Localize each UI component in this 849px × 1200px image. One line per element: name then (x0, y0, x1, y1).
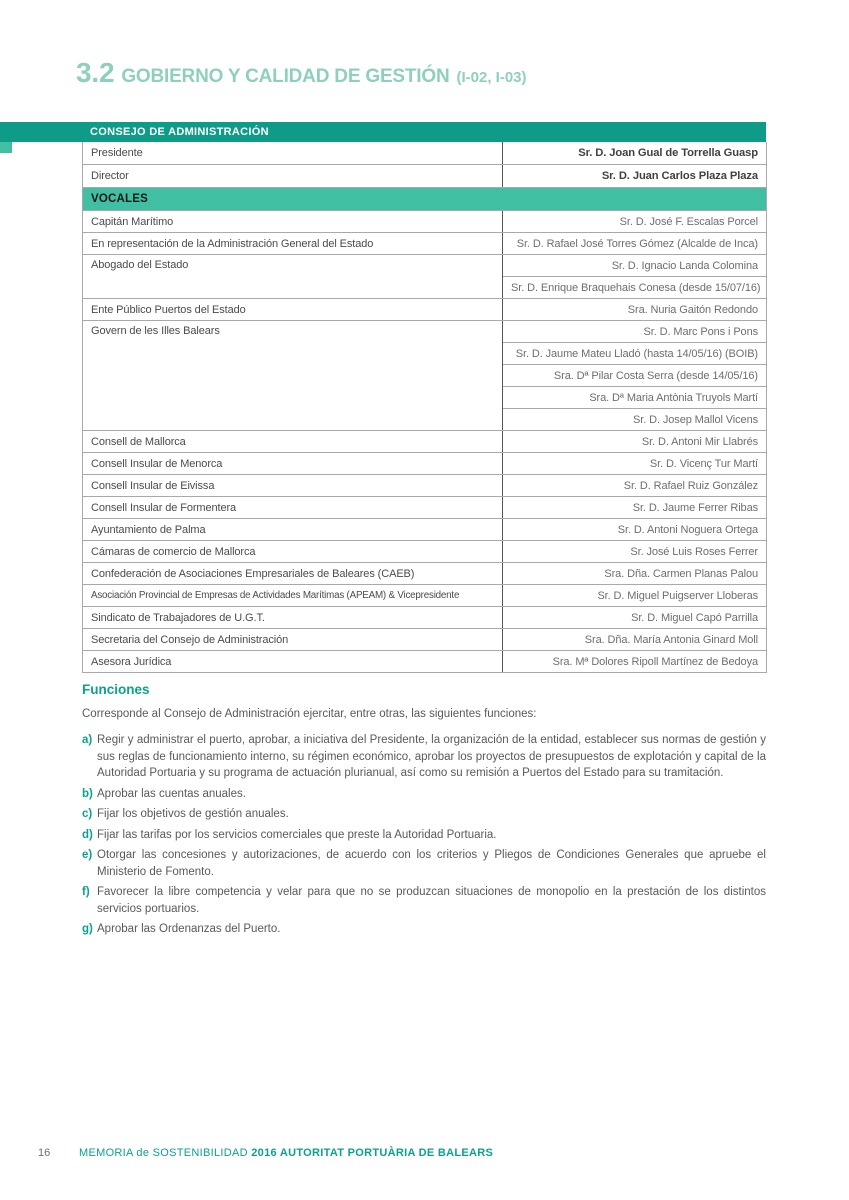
position-cell: Presidente (83, 142, 503, 165)
footer (79, 1147, 493, 1159)
member-cell: Sr. D. Vicenç Tur Martí (503, 453, 767, 475)
member-cell: Sr. D. Marc Pons i Pons (503, 321, 767, 343)
table-row (83, 255, 767, 277)
section-indicators: (I-02, I-03) (456, 69, 527, 87)
item-letter: g) (82, 923, 93, 935)
position-cell: Ayuntamiento de Palma (83, 519, 503, 541)
position-cell: Consell Insular de Menorca (83, 453, 503, 475)
funciones-intro: Corresponde al Consejo de Administración ejercitar, entre otras, las siguientes funciones: (82, 708, 537, 720)
member-cell: Sr. D. Antoni Noguera Ortega (503, 519, 767, 541)
item-letter: d) (82, 828, 93, 841)
funciones-item (82, 884, 766, 917)
member-cell: Sr. D. Antoni Mir Llabrés (503, 431, 767, 453)
footer-report-name: MEMORIA de SOSTENIBILIDAD (79, 1147, 248, 1159)
funciones-item (82, 827, 766, 844)
section-title: GOBIERNO Y CALIDAD DE GESTIÓN (121, 66, 450, 88)
table-row (83, 299, 767, 321)
member-cell: Sra. Dª Pilar Costa Serra (desde 14/05/16) (503, 365, 767, 387)
table-row (83, 211, 767, 233)
item-text: Aprobar las Ordenanzas del Puerto. (97, 923, 281, 935)
position-cell: Asociación Provincial de Empresas de Actividades Marítimas (APEAM) & Vicepresidente (83, 585, 503, 607)
footer-org-name: 2016 AUTORITAT PORTUÀRIA DE BALEARS (251, 1147, 494, 1159)
position-cell: Consell Insular de Eivissa (83, 475, 503, 497)
item-letter: f) (82, 886, 90, 898)
position-cell: Secretaria del Consejo de Administración (83, 629, 503, 651)
table-row (83, 142, 767, 165)
member-cell: Sra. Dña. Carmen Planas Palou (503, 563, 767, 585)
member-cell: Sr. José Luis Roses Ferrer (503, 541, 767, 563)
table-row (83, 629, 767, 651)
table-row (83, 651, 767, 673)
page-title (76, 57, 527, 89)
funciones-item (82, 847, 766, 880)
position-cell: Asesora Jurídica (83, 651, 503, 673)
table-row (83, 519, 767, 541)
board-of-directors-table (82, 142, 767, 673)
member-cell: Sra. Dña. María Antonia Ginard Moll (503, 629, 767, 651)
page-number: 16 (38, 1147, 51, 1159)
vocales-header-row (83, 188, 767, 211)
position-cell: Consell Insular de Formentera (83, 497, 503, 519)
member-cell: Sr. D. Jaume Ferrer Ribas (503, 497, 767, 519)
table-row (83, 541, 767, 563)
item-text: Favorecer la libre competencia y velar para que no se produzcan situaciones de monopolio en la prestación de los distintos servicios portuarios. (97, 886, 766, 915)
table-row (83, 321, 767, 343)
member-cell: Sra. Nuria Gaitón Redondo (503, 299, 767, 321)
funciones-section (82, 682, 766, 942)
table-row (83, 165, 767, 188)
position-cell: En representación de la Administración General del Estado (83, 233, 503, 255)
item-text: Aprobar las cuentas anuales. (97, 787, 246, 800)
item-text: Fijar los objetivos de gestión anuales. (97, 808, 289, 820)
table-row (83, 497, 767, 519)
decorative-green-tab (0, 142, 12, 153)
item-text: Otorgar las concesiones y autorizaciones, de acuerdo con los criterios y Pliegos de Condiciones Generales que apruebe el Ministerio de Fomento. (97, 849, 766, 878)
position-cell: Director (83, 165, 503, 188)
member-cell: Sr. D. Josep Mallol Vicens (503, 409, 767, 431)
board-table-body (83, 142, 767, 673)
position-cell: Cámaras de comercio de Mallorca (83, 541, 503, 563)
member-cell: Sr. D. Miguel Capó Parrilla (503, 607, 767, 629)
item-text: Fijar las tarifas por los servicios comerciales que preste la Autoridad Portuaria. (97, 828, 497, 841)
table-row (83, 475, 767, 497)
table-row (83, 563, 767, 585)
funciones-heading: Funciones (82, 682, 150, 697)
table-row (83, 453, 767, 475)
table-row (83, 585, 767, 607)
table-header-band (0, 122, 766, 142)
member-cell: Sr. D. Enrique Braquehais Conesa (desde 15/07/16) (503, 277, 767, 299)
member-cell: Sr. D. Joan Gual de Torrella Guasp (503, 142, 767, 165)
funciones-list (82, 732, 766, 938)
member-cell: Sr. D. Miguel Puigserver Lloberas (503, 585, 767, 607)
table-row (83, 607, 767, 629)
item-letter: a) (82, 734, 93, 746)
member-cell: Sra. Dª Maria Antònia Truyols Martí (503, 387, 767, 409)
position-cell: Consell de Mallorca (83, 431, 503, 453)
position-cell: Abogado del Estado (83, 255, 503, 299)
table-row (83, 233, 767, 255)
table-row (83, 431, 767, 453)
member-cell: Sr. D. Rafael José Torres Gómez (Alcalde de Inca) (503, 233, 767, 255)
member-cell: Sr. D. Rafael Ruiz González (503, 475, 767, 497)
member-cell: Sra. Mª Dolores Ripoll Martínez de Bedoya (503, 651, 767, 673)
funciones-item (82, 806, 766, 823)
funciones-item (82, 921, 766, 938)
table-header-label: CONSEJO DE ADMINISTRACIÓN (90, 126, 269, 138)
section-number: 3.2 (76, 57, 115, 89)
position-cell: Capitán Marítimo (83, 211, 503, 233)
member-cell: Sr. D. Jaume Mateu Lladó (hasta 14/05/16) (BOIB) (503, 343, 767, 365)
position-cell: Confederación de Asociaciones Empresariales de Baleares (CAEB) (83, 563, 503, 585)
funciones-item (82, 732, 766, 782)
member-cell: Sr. D. José F. Escalas Porcel (503, 211, 767, 233)
item-letter: c) (82, 808, 93, 820)
position-cell: Ente Público Puertos del Estado (83, 299, 503, 321)
item-text: Regir y administrar el puerto, aprobar, a iniciativa del Presidente, la organización de la entidad, establecer sus normas de gestión y sus reglas de funcionamiento interno, su régimen económico, aprobar los proyectos de presupuestos de explotación y capital de la Autoridad Portuaria y su programa de actuación plurianual, así como su remisión a Puertos del Estado para su tramitación. (97, 734, 766, 779)
member-cell: Sr. D. Juan Carlos Plaza Plaza (503, 165, 767, 188)
item-letter: e) (82, 849, 93, 861)
funciones-item (82, 786, 766, 803)
item-letter: b) (82, 787, 93, 800)
position-cell: Govern de les Illes Balears (83, 321, 503, 431)
vocales-header-label: VOCALES (83, 188, 767, 211)
member-cell: Sr. D. Ignacio Landa Colomina (503, 255, 767, 277)
position-cell: Sindicato de Trabajadores de U.G.T. (83, 607, 503, 629)
